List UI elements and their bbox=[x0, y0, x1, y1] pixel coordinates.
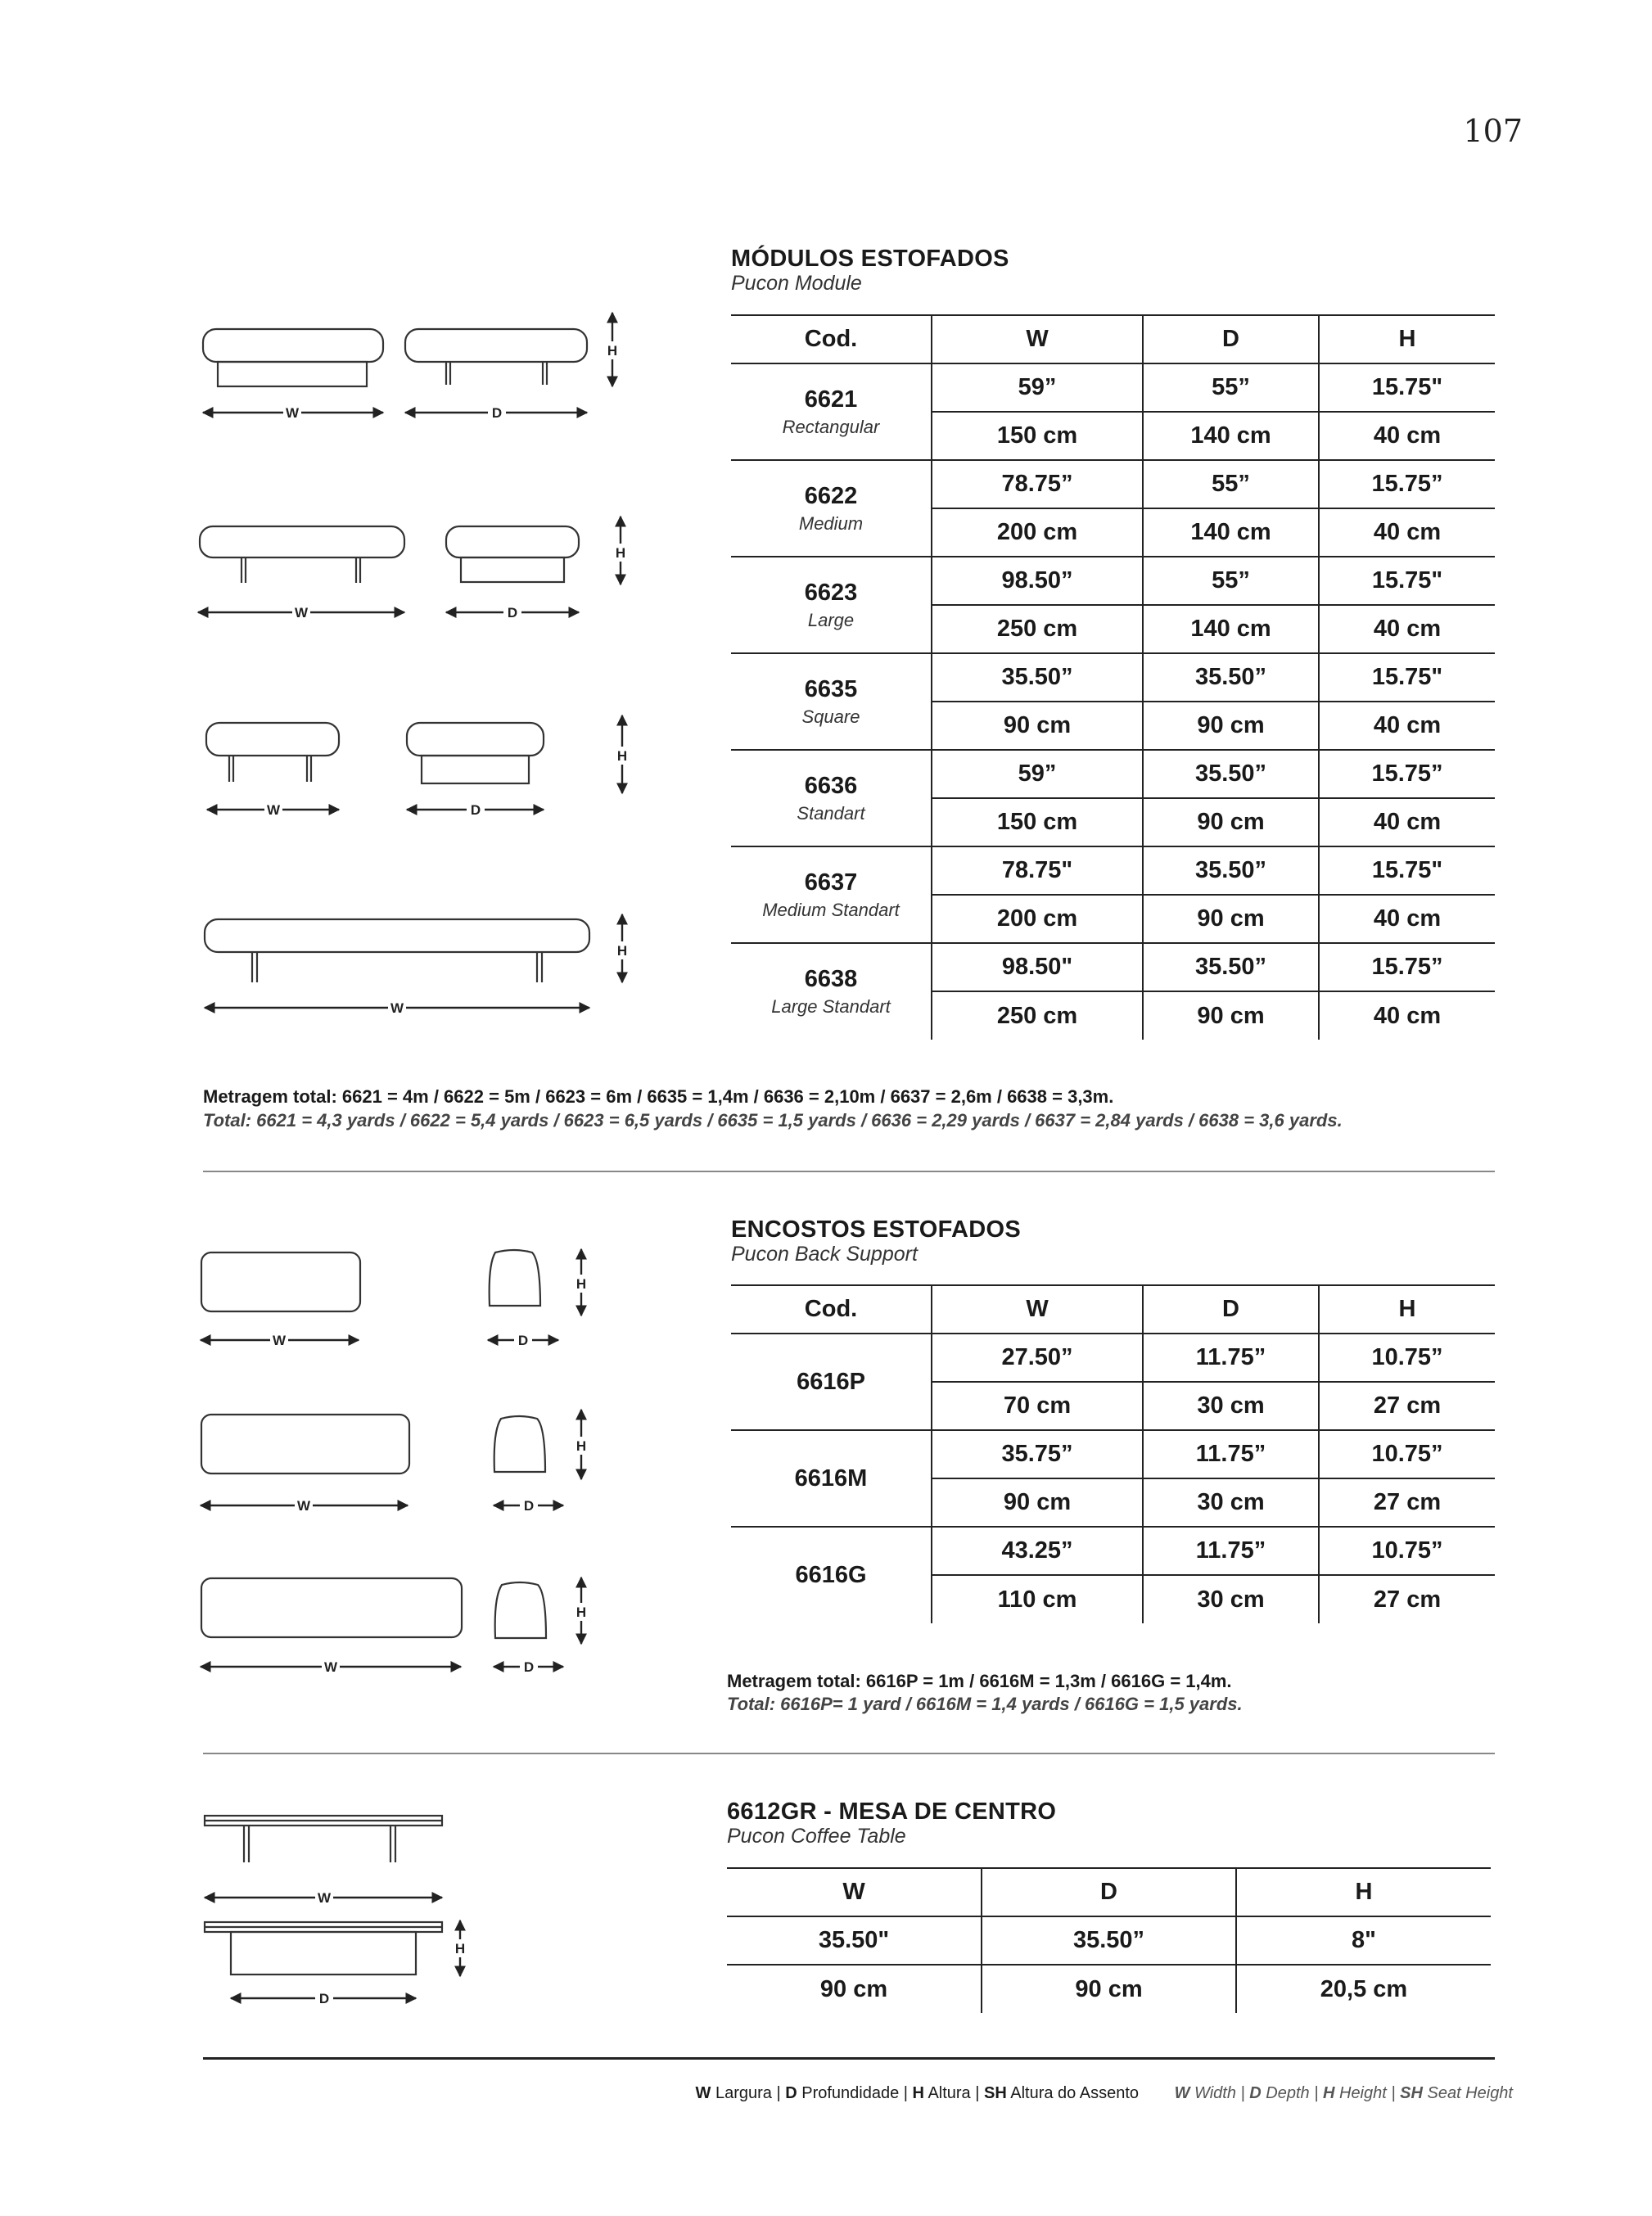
value-h-cm: 40 cm bbox=[1319, 605, 1495, 653]
seat-side-view bbox=[446, 526, 579, 557]
header-h: H bbox=[1236, 1869, 1491, 1916]
value-d-cm: 140 cm bbox=[1143, 508, 1319, 557]
dim-labels bbox=[264, 341, 630, 2006]
value-h-cm: 40 cm bbox=[1319, 508, 1495, 557]
modulos-total: Total: 6621 = 4,3 yards / 6622 = 5,4 yards / 6623 = 6,5 yards / 6635 = 1,5 yards / 6636 = 2,29 yards / 6637 = 2,84 yards / 6638 = 3,6 yards. bbox=[203, 1110, 1343, 1131]
header-cod: Cod. bbox=[731, 316, 932, 363]
value-h-inches: 15.75" bbox=[1319, 363, 1495, 412]
value-w-cm: 200 cm bbox=[996, 519, 1078, 545]
back-side-view bbox=[495, 1582, 546, 1638]
seat-base bbox=[422, 756, 529, 783]
value-w-inches: 43.25” bbox=[932, 1527, 1143, 1575]
value-h-cm: 40 cm bbox=[1319, 412, 1495, 460]
svg-text:W: W bbox=[285, 405, 300, 421]
value-d-cm: 30 cm bbox=[1143, 1575, 1319, 1623]
seat-side-view bbox=[407, 723, 544, 756]
product-name: Large Standart bbox=[771, 996, 891, 1017]
svg-text:D: D bbox=[491, 405, 503, 421]
value-d-cm: 90 cm bbox=[1143, 798, 1319, 846]
product-name: Medium bbox=[798, 512, 864, 534]
svg-text:W: W bbox=[323, 1659, 338, 1675]
value-d-inches: 55” bbox=[1143, 363, 1319, 412]
value-d-inches: 35.50” bbox=[1143, 653, 1319, 702]
product-code: 6622 bbox=[804, 482, 858, 509]
product-code: 6635 bbox=[804, 675, 858, 702]
drawing-6616M bbox=[201, 1415, 545, 1474]
svg-text:H: H bbox=[575, 1604, 587, 1620]
seat-side-view bbox=[405, 329, 587, 362]
product-name: Standart bbox=[797, 802, 865, 824]
seat-front-view bbox=[206, 723, 339, 756]
product-name: Square bbox=[801, 706, 860, 727]
svg-text:H: H bbox=[454, 1941, 466, 1956]
header-d: D bbox=[1143, 316, 1319, 363]
value-w-cm: 150 cm bbox=[996, 809, 1078, 835]
value-h-inches: 15.75" bbox=[1319, 557, 1495, 605]
modulos-subtitle: Pucon Module bbox=[731, 272, 862, 295]
mesa-w-in: 35.50" bbox=[818, 1927, 890, 1953]
header-cod: Cod. bbox=[731, 1286, 932, 1334]
value-w-cm: 70 cm bbox=[1003, 1392, 1072, 1419]
svg-text:W: W bbox=[294, 605, 309, 621]
value-d-inches: 11.75” bbox=[1143, 1430, 1319, 1478]
value-h-inches: 15.75” bbox=[1319, 750, 1495, 798]
header-h: H bbox=[1319, 1286, 1495, 1334]
value-h-cm: 40 cm bbox=[1319, 991, 1495, 1040]
product-name: Medium Standart bbox=[762, 899, 900, 920]
header-w: W bbox=[842, 1879, 865, 1905]
header-h: H bbox=[1319, 316, 1495, 363]
product-name: Rectangular bbox=[782, 416, 880, 437]
value-h-cm: 27 cm bbox=[1319, 1575, 1495, 1623]
product-code: 6636 bbox=[804, 772, 858, 799]
value-w-cm: 150 cm bbox=[996, 422, 1078, 449]
legend-en: W Width | D Depth | H Height | SH Seat Height bbox=[1174, 2084, 1513, 2102]
drawing-6637 bbox=[205, 919, 589, 982]
value-w-cm: 110 cm bbox=[997, 1586, 1077, 1613]
value-w-cm: 250 cm bbox=[996, 616, 1078, 642]
value-h-inches: 10.75” bbox=[1319, 1334, 1495, 1382]
svg-text:H: H bbox=[616, 748, 628, 764]
value-d-inches: 35.50” bbox=[1143, 846, 1319, 895]
value-w-inches: 98.50” bbox=[932, 557, 1143, 605]
header-d: D bbox=[1143, 1286, 1319, 1334]
product-code: 6616P bbox=[797, 1368, 865, 1395]
mesa-title: 6612GR - MESA DE CENTRO bbox=[727, 1799, 1057, 1825]
header-d: D bbox=[982, 1869, 1236, 1916]
svg-text:H: H bbox=[575, 1276, 587, 1292]
value-h-cm: 40 cm bbox=[1319, 798, 1495, 846]
mesa-d-in: 35.50” bbox=[982, 1916, 1236, 1965]
value-w-cm: 90 cm bbox=[1003, 1489, 1072, 1515]
value-h-cm: 27 cm bbox=[1319, 1382, 1495, 1430]
value-d-cm: 140 cm bbox=[1143, 605, 1319, 653]
value-w-cm: 200 cm bbox=[996, 905, 1078, 932]
value-d-cm: 30 cm bbox=[1143, 1382, 1319, 1430]
value-d-cm: 140 cm bbox=[1143, 412, 1319, 460]
value-h-inches: 15.75” bbox=[1319, 943, 1495, 991]
product-code: 6616M bbox=[794, 1465, 868, 1492]
back-front-view bbox=[201, 1578, 462, 1637]
value-h-inches: 10.75” bbox=[1319, 1527, 1495, 1575]
value-h-cm: 27 cm bbox=[1319, 1478, 1495, 1527]
encostos-total: Total: 6616P= 1 yard / 6616M = 1,4 yards / 6616G = 1,5 yards. bbox=[727, 1694, 1243, 1714]
value-w-inches: 98.50" bbox=[932, 943, 1143, 991]
value-h-cm: 40 cm bbox=[1319, 895, 1495, 943]
product-code: 6623 bbox=[804, 579, 858, 606]
header-w: W bbox=[1026, 326, 1049, 352]
product-code: 6621 bbox=[804, 386, 858, 413]
seat-front-view bbox=[200, 526, 404, 557]
value-h-inches: 10.75” bbox=[1319, 1430, 1495, 1478]
encostos-metragem: Metragem total: 6616P = 1m / 6616M = 1,3m / 6616G = 1,4m. bbox=[727, 1671, 1232, 1691]
modulos-metragem: Metragem total: 6621 = 4m / 6622 = 5m / 6623 = 6m / 6635 = 1,4m / 6636 = 2,10m / 6637 = 2,6m / 6638 = 3,3m. bbox=[203, 1086, 1114, 1107]
seat-front-view bbox=[205, 919, 589, 952]
seat-base bbox=[218, 362, 367, 386]
value-h-inches: 15.75" bbox=[1319, 846, 1495, 895]
value-w-inches: 35.75” bbox=[932, 1430, 1143, 1478]
seat-top-view bbox=[203, 329, 383, 362]
svg-text:H: H bbox=[575, 1438, 587, 1454]
value-w-inches: 59” bbox=[932, 750, 1143, 798]
value-d-cm: 90 cm bbox=[1143, 895, 1319, 943]
svg-text:D: D bbox=[507, 605, 518, 621]
svg-text:D: D bbox=[523, 1659, 535, 1675]
value-w-inches: 78.75" bbox=[932, 846, 1143, 895]
svg-text:W: W bbox=[317, 1890, 332, 1906]
back-side-view bbox=[490, 1250, 540, 1306]
mesa-d-cm: 90 cm bbox=[982, 1965, 1236, 2013]
back-side-view bbox=[494, 1416, 545, 1472]
drawing-6622 bbox=[200, 526, 579, 583]
value-d-inches: 11.75” bbox=[1143, 1527, 1319, 1575]
value-d-cm: 90 cm bbox=[1143, 702, 1319, 750]
drawing-6616G bbox=[201, 1578, 546, 1638]
mesa-h-cm: 20,5 cm bbox=[1236, 1965, 1491, 2013]
value-d-inches: 55” bbox=[1143, 557, 1319, 605]
legend-pt: W Largura | D Profundidade | H Altura | SH Altura do Assento bbox=[695, 2084, 1140, 2102]
value-d-inches: 35.50” bbox=[1143, 943, 1319, 991]
value-w-inches: 78.75” bbox=[932, 460, 1143, 508]
value-d-inches: 11.75” bbox=[1143, 1334, 1319, 1382]
value-w-cm: 250 cm bbox=[996, 1002, 1078, 1029]
mesa-subtitle: Pucon Coffee Table bbox=[727, 1825, 906, 1848]
value-w-inches: 27.50” bbox=[932, 1334, 1143, 1382]
value-h-cm: 40 cm bbox=[1319, 702, 1495, 750]
svg-text:H: H bbox=[616, 943, 628, 959]
encostos-subtitle: Pucon Back Support bbox=[731, 1243, 918, 1266]
product-code: 6638 bbox=[804, 966, 858, 992]
table-base bbox=[231, 1932, 416, 1975]
page-number: 107 bbox=[1463, 113, 1523, 149]
value-w-inches: 59” bbox=[932, 363, 1143, 412]
svg-text:W: W bbox=[272, 1333, 287, 1348]
svg-text:W: W bbox=[390, 1000, 404, 1016]
back-front-view bbox=[201, 1415, 409, 1474]
svg-text:W: W bbox=[266, 802, 281, 818]
modulos-title: MÓDULOS ESTOFADOS bbox=[731, 246, 1009, 272]
svg-text:H: H bbox=[607, 343, 618, 359]
product-code: 6616G bbox=[795, 1562, 867, 1588]
value-d-inches: 35.50” bbox=[1143, 750, 1319, 798]
header-w: W bbox=[1026, 1296, 1049, 1322]
svg-text:D: D bbox=[523, 1498, 535, 1514]
drawing-6635 bbox=[206, 723, 544, 783]
svg-text:D: D bbox=[517, 1333, 529, 1348]
value-d-cm: 90 cm bbox=[1143, 991, 1319, 1040]
back-front-view bbox=[201, 1252, 360, 1311]
product-code: 6637 bbox=[804, 869, 858, 896]
drawing-6621 bbox=[203, 329, 587, 386]
svg-text:W: W bbox=[296, 1498, 311, 1514]
value-h-inches: 15.75" bbox=[1319, 653, 1495, 702]
mesa-h-in: 8" bbox=[1236, 1916, 1491, 1965]
value-d-cm: 30 cm bbox=[1143, 1478, 1319, 1527]
seat-base bbox=[461, 557, 564, 582]
value-h-inches: 15.75” bbox=[1319, 460, 1495, 508]
value-w-inches: 35.50” bbox=[932, 653, 1143, 702]
value-d-inches: 55” bbox=[1143, 460, 1319, 508]
svg-text:H: H bbox=[615, 545, 626, 561]
svg-text:D: D bbox=[470, 802, 481, 818]
product-name: Large bbox=[807, 609, 855, 630]
drawing-6616P bbox=[201, 1250, 540, 1311]
encostos-title: ENCOSTOS ESTOFADOS bbox=[731, 1216, 1022, 1243]
mesa-w-cm: 90 cm bbox=[819, 1975, 888, 2002]
value-w-cm: 90 cm bbox=[1003, 712, 1072, 738]
svg-text:D: D bbox=[318, 1991, 330, 2006]
